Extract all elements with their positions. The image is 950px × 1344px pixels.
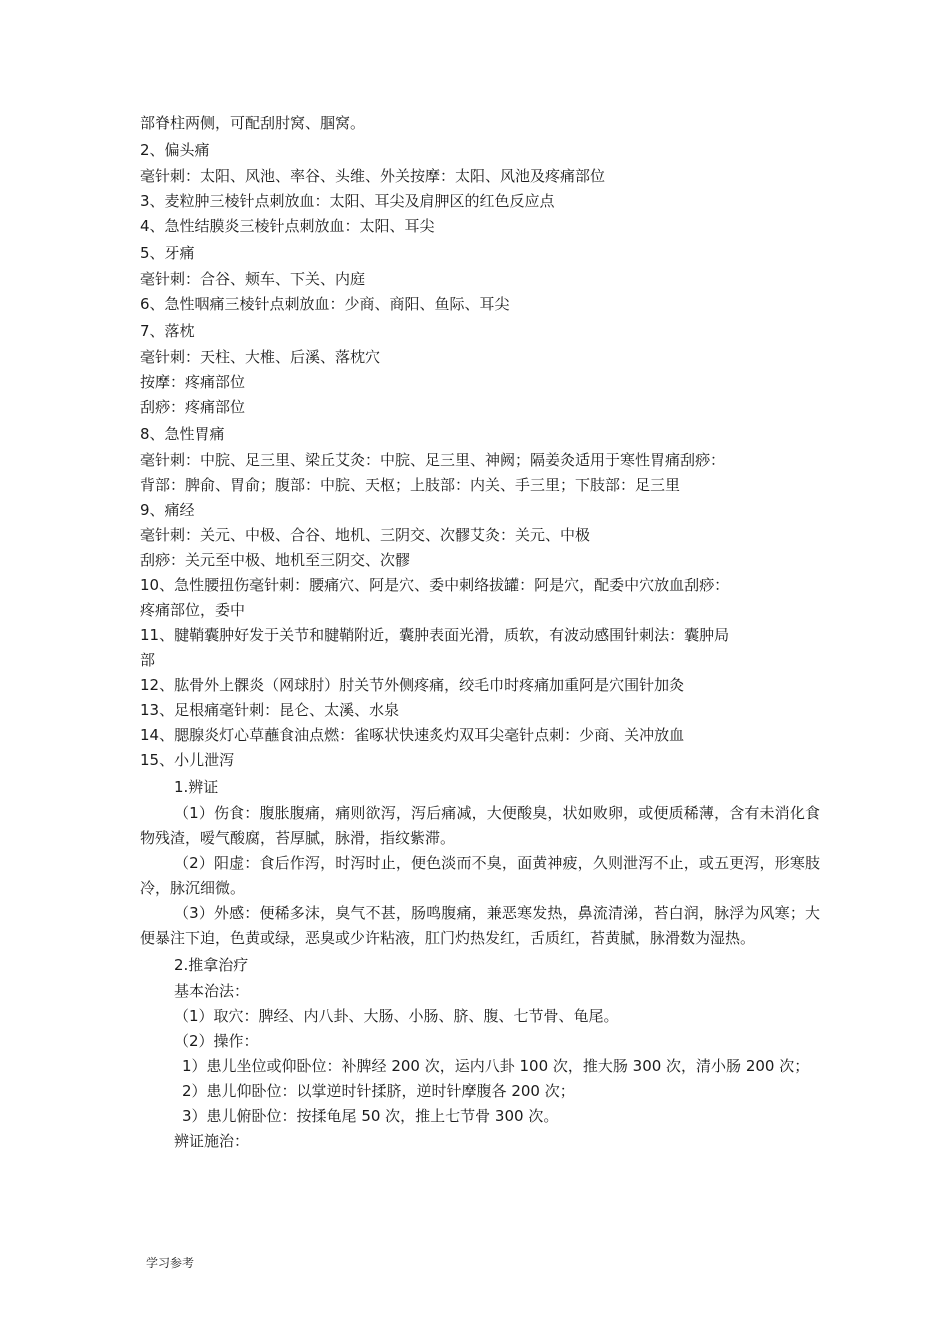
section-heading-conjunctivitis: 4、急性结膜炎三棱针点刺放血：太阳、耳尖: [140, 217, 435, 235]
section-heading-lumbar-sprain: 10、急性腰扭伤毫针刺：腰痛穴、阿是穴、委中刺络拔罐：阿是穴，配委中穴放血刮痧：: [140, 576, 730, 594]
section-heading-stye: 3、麦粒肿三棱针点刺放血：太阳、耳尖及肩胛区的红色反应点: [140, 192, 555, 210]
page-footer: 学习参考: [146, 1256, 195, 1270]
text-line: 毫针刺：天柱、大椎、后溪、落枕穴: [140, 348, 381, 366]
section-heading-ganglion-cyst: 11、腱鞘囊肿好发于关节和腱鞘附近，囊肿表面光滑，质软，有波动感围针刺法：囊肿局: [140, 626, 730, 644]
section-heading-tennis-elbow: 12、肱骨外上髁炎（网球肘）肘关节外侧疼痛，绞毛巾时疼痛加重阿是穴围针加灸: [140, 676, 685, 694]
text-line: 毫针刺：关元、中极、合谷、地机、三阴交、次髎艾灸：关元、中极: [140, 526, 591, 544]
text-line: 毫针刺：太阳、风池、率谷、头维、外关按摩：太阳、风池及疼痛部位: [140, 167, 606, 185]
paragraph-food-injury: （1）伤食：腹胀腹痛，痛则欲泻，泻后痛减，大便酸臭，状如败卵，或便质稀薄，含有未消化食物残渣，嗳气酸腐，苔厚腻，脉滑，指纹紫滞。: [140, 804, 820, 847]
step-line: 3）患儿俯卧位：按揉龟尾 50 次，推上七节骨 300 次。: [182, 1107, 559, 1125]
text-line: 毫针刺：中脘、足三里、梁丘艾灸：中脘、足三里、神阙；隔姜灸适用于寒性胃痛刮痧：: [140, 451, 726, 469]
section-heading-heel-pain: 13、足根痛毫针刺：昆仑、太溪、水泉: [140, 701, 400, 719]
section-heading-mumps: 14、腮腺炎灯心草蘸食油点燃：雀啄状快速炙灼双耳尖毫针点刺：少商、关冲放血: [140, 726, 685, 744]
section-heading-infant-diarrhea: 15、小儿泄泻: [140, 751, 235, 769]
step-line: 2）患儿仰卧位：以掌逆时针揉脐，逆时针摩腹各 200 次；: [182, 1082, 575, 1100]
paragraph-yang-deficiency: （2）阳虚：食后作泻，时泻时止，便色淡而不臭，面黄神疲，久则泄泻不止，或五更泻，形寒肢冷，脉沉细微。: [140, 854, 820, 897]
text-line: 刮痧：疼痛部位: [140, 398, 246, 416]
text-line: 部: [140, 651, 156, 669]
step-line: 1）患儿坐位或仰卧位：补脾经 200 次，运内八卦 100 次，推大肠 300 次，清小肠 200 次；: [182, 1057, 810, 1075]
section-heading-toothache: 5、牙痛: [140, 244, 195, 262]
sub-heading-differentiation: 1.辨证: [174, 778, 219, 796]
section-heading-sore-throat: 6、急性咽痛三棱针点刺放血：少商、商阳、鱼际、耳尖: [140, 295, 510, 313]
text-line: 按摩：疼痛部位: [140, 373, 246, 391]
text-line: 辨证施治：: [174, 1132, 250, 1150]
text-line: 部脊柱两侧，可配刮肘窝、腘窝。: [140, 114, 366, 132]
text-line: 毫针刺：合谷、颊车、下关、内庭: [140, 270, 366, 288]
text-line: 背部：脾俞、胃俞；腹部：中脘、天枢；上肢部：内关、手三里；下肢部：足三里: [140, 476, 681, 494]
text-line: 刮痧：关元至中极、地机至三阴交、次髎: [140, 551, 411, 569]
text-line: （1）取穴：脾经、内八卦、大肠、小肠、脐、腹、七节骨、龟尾。: [174, 1007, 619, 1025]
sub-heading-massage-treatment: 2.推拿治疗: [174, 956, 249, 974]
text-line: 基本治法：: [174, 982, 250, 1000]
section-heading-dysmenorrhea: 9、痛经: [140, 501, 195, 519]
text-line: （2）操作：: [174, 1032, 259, 1050]
section-heading-migraine: 2、偏头痛: [140, 141, 210, 159]
section-heading-stomach-pain: 8、急性胃痛: [140, 425, 225, 443]
document-body: [140, 111, 820, 1154]
text-line: 疼痛部位，委中: [140, 601, 246, 619]
section-heading-stiff-neck: 7、落枕: [140, 322, 195, 340]
paragraph-external-contraction: （3）外感：便稀多沫，臭气不甚，肠鸣腹痛，兼恶寒发热，鼻流清涕，苔白润，脉浮为风寒；大便暴注下迫，色黄或绿，恶臭或少许粘液，肛门灼热发红，舌质红，苔黄腻，脉滑数为湿热。: [140, 904, 820, 947]
